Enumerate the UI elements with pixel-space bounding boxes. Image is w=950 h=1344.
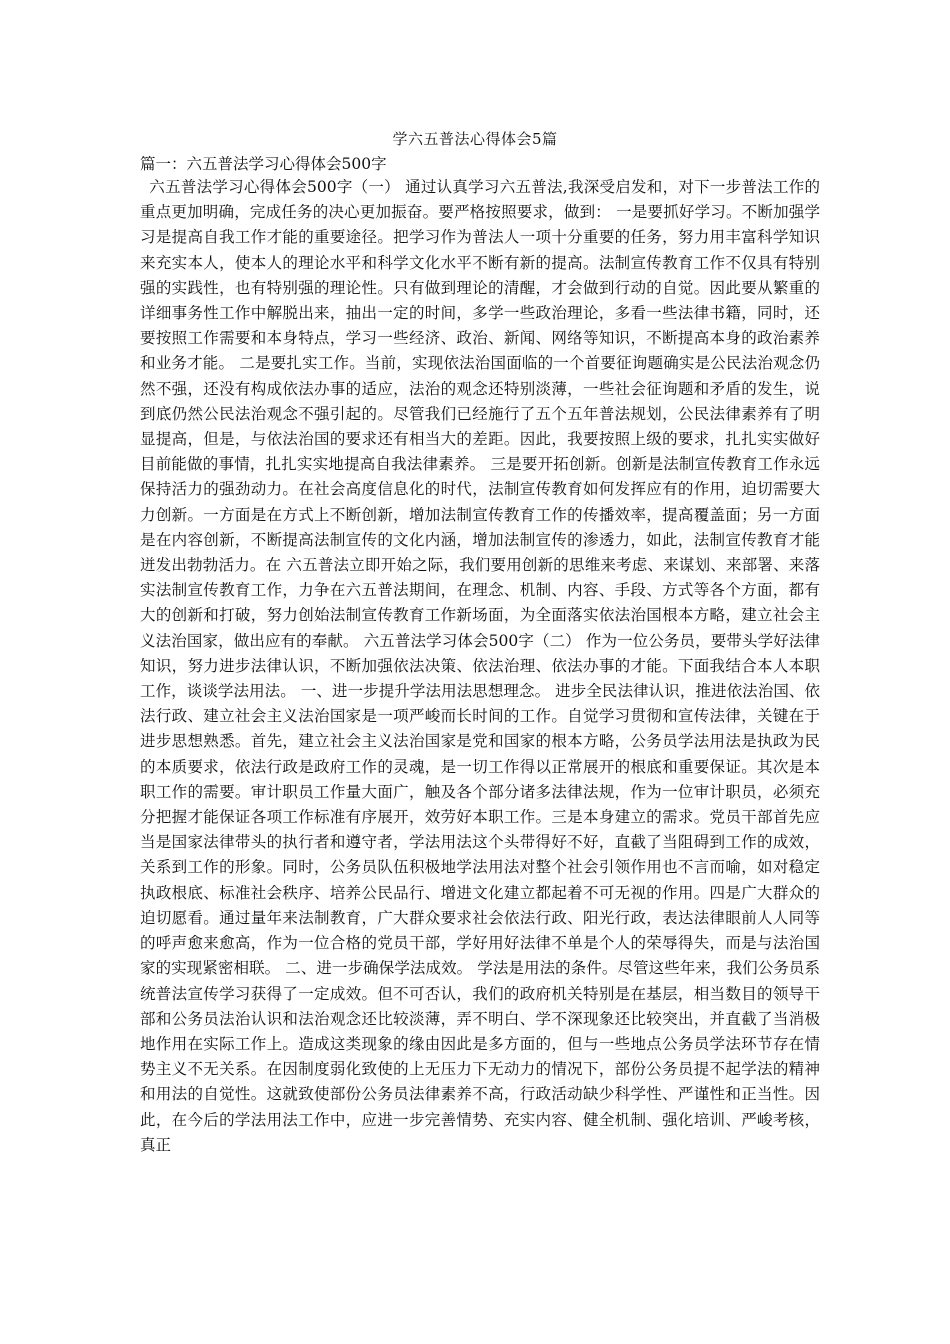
body-paragraph: 六五普法学习心得体会500字（一） 通过认真学习六五普法,我深受启发和，对下一步普法工作的重点更加明确，完成任务的决心更加振奋。要严格按照要求，做到： 一是要抓好学习。不断加强学习是提高自我工作才能的重要途径。把学习作为普法人一项十分重要的任务，努力用丰富科学知识来充实本人，使本人的理论水平和科学文化水平不断有新的提高。法制宣传教育工作不仅具有特别强的实践性，也有特别强的理论性。只有做到理论的清醒，才会做到行动的自觉。因此要从繁重的详细事务性工作中解脱出来，抽出一定的时间，多学一些政治理论，多看一些法律书籍，同时，还要按照工作需要和本身特点，学习一些经济、政治、新闻、网络等知识，不断提高本身的政治素养和业务才能。 二是要扎实工作。当前，实现依法治国面临的一个首要征询题确实是公民法治观念仍然不强，还没有构成依法办事的适应，法治的观念还特别淡薄，一些社会征询题和矛盾的发生，说到底仍然公民法治观念不强引起的。尽管我们已经施行了五个五年普法规划，公民法律素养有了明显提高，但是，与依法治国的要求还有相当大的差距。因此，我要按照上级的要求，扎扎实实做好目前能做的事情，扎扎实实地提高自我法律素养。 三是要开拓创新。创新是法制宣传教育工作永远保持活力的强劲动力。在社会高度信息化的时代，法制宣传教育如何发挥应有的作用，迫切需要大力创新。一方面是在方式上不断创新，增加法制宣传教育工作的传播效率，提高覆盖面；另一方面是在内容创新，不断提高法制宣传的文化内涵，增加法制宣传的渗透力，如此，法制宣传教育才能迸发出勃勃活力。在 六五普法立即开始之际，我们要用创新的思维来考虑、来谋划、来部署、来落实法制宣传教育工作，力争在六五普法期间，在理念、机制、内容、手段、方式等各个方面，都有大的创新和打破，努力创始法制宣传教育工作新场面，为全面落实依法治国根本方略，建立社会主义法治国家，做出应有的奉献。 六五普法学习体会500字（二） 作为一位公务员，要带头学好法律知识，努力进步法律认识，不断加强依法决策、依法治理、依法办事的才能。下面我结合本人本职工作，谈谈学法用法。 一、进一步提升学法用法思想理念。 进步全民法律认识，推进依法治国、依法行政、建立社会主义法治国家是一项严峻而长时间的工作。自觉学习贯彻和宣传法律，关键在于进步思想熟悉。首先，建立社会主义法治国家是党和国家的根本方略，公务员学法用法是执政为民的本质要求，依法行政是政府工作的灵魂，是一切工作得以正常展开的根底和重要保证。其次是本职工作的需要。审计职员工作量大面广，触及各个部分诸多法律法规，作为一位审计职员，必须充分把握才能保证各项工作标准有序展开，效劳好本职工作。三是本身建立的需求。党员干部首先应当是国家法律带头的执行者和遵守者，学法用法这个头带得好不好，直截了当阻碍到工作的成效，关系到工作的形象。同时，公务员队伍积极地学法用法对整个社会引领作用也不言而喻，如对稳定执政根底、标准社会秩序、培养公民品行、增进文化建立都起着不可无视的作用。四是广大群众的迫切愿看。通过量年来法制教育，广大群众要求社会依法行政、阳光行政，表达法律眼前人人同等的呼声愈来愈高，作为一位合格的党员干部，学好用好法律不单是个人的荣辱得失，而是与法治国家的实现紧密相联。 二、进一步确保学法成效。 学法是用法的条件。尽管这些年来，我们公务员系统普法宣传学习获得了一定成效。但不可否认，我们的政府机关特别是在基层，相当数目的领导干部和公务员法治认识和法治观念还比较淡薄，弄不明白、学不深现象还比较突出，并直截了当消极地作用在实际工作上。造成这类现象的缘由因此是多方面的，但与一些地点公务员学法环节存在情势主义不无关系。在因制度弱化致使的上无压力下无动力的情况下，部份公务员提不起学法的精神和用法的自觉性。这就致使部份公务员法律素养不高，行政活动缺少科学性、严谨性和正当性。因此，在今后的学法用法工作中，应进一步完善情势、充实内容、健全机制、强化培训、严峻考核，真正 <box>140 178 820 1154</box>
section-heading: 篇一：六五普法学习心得体会500字 <box>140 155 387 173</box>
document-title: 学六五普法心得体会5篇 <box>392 130 558 148</box>
